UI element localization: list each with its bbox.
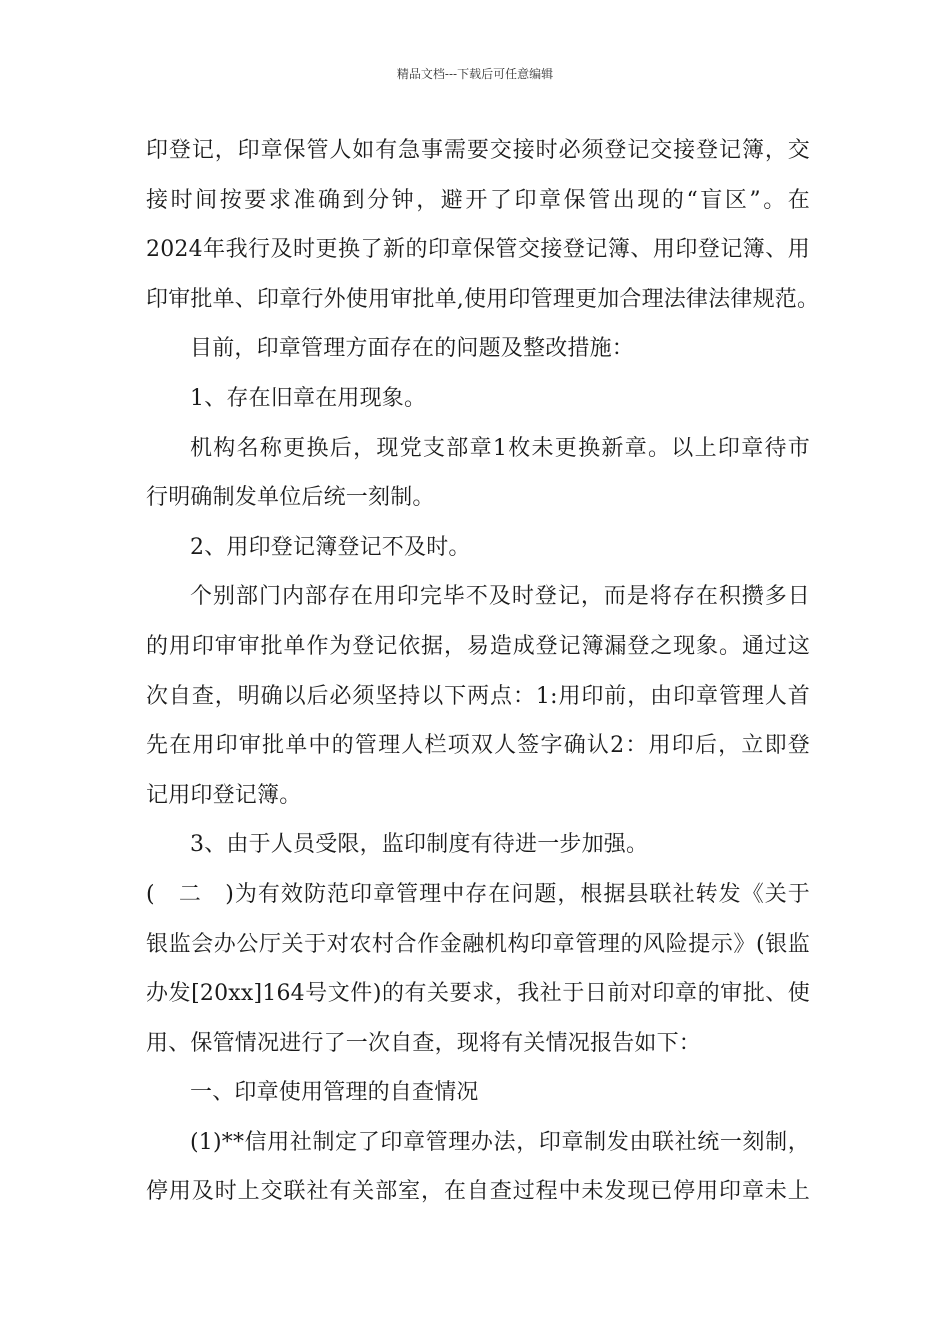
section-line (146, 870, 810, 920)
document-body (146, 126, 820, 1217)
list-heading: 2、用印登记簿登记不及时。 (190, 534, 471, 560)
text-line: 2024年我行及时更换了新的印章保管交接登记簿、用印登记簿、用 (146, 237, 810, 263)
text-line: 次自查，明确以后必须坚持以下两点：1:用印前，由印章管理人首 (146, 683, 810, 709)
text-line: 停用及时上交联社有关部室，在自查过程中未发现已停用印章未上 (146, 1179, 810, 1205)
text-line: 用、保管情况进行了一次自查，现将有关情况报告如下： (146, 1030, 702, 1056)
section-text: 为有效防范印章管理中存在问题，根据县联社转发《关于 (234, 881, 810, 907)
text-line: 的用印审审批单作为登记依据，易造成登记簿漏登之现象。通过这 (146, 633, 810, 659)
text-line: 银监会办公厅关于对农村合作金融机构印章管理的风险提示》(银监 (146, 931, 810, 957)
text-line: 印审批单、印章行外使用审批单,使用印管理更加合理法律法律规范。 (146, 286, 820, 312)
section-heading: 一、印章使用管理的自查情况 (190, 1080, 479, 1106)
text-line: 印登记，印章保管人如有急事需要交接时必须登记交接登记簿，交 (146, 138, 810, 163)
paragraph-line: (1)**信用社制定了印章管理办法，印章制发由联社统一刻制， (190, 1129, 810, 1155)
text-line: 行明确制发单位后统一刻制。 (146, 485, 435, 511)
paragraph-line: 机构名称更换后，现党支部章1枚未更换新章。以上印章待市 (190, 435, 810, 461)
text-line: 记用印登记簿。 (146, 782, 302, 808)
section-number: (二) (146, 881, 234, 907)
list-heading: 3、由于人员受限，监印制度有待进一步加强。 (190, 832, 649, 858)
page-header: 精品文档---下载后可任意编辑 (396, 67, 554, 81)
text-line: 先在用印审批单中的管理人栏项双人签字确认2：用印后，立即登 (146, 733, 810, 759)
text-line: 办发[20xx]164号文件)的有关要求，我社于日前对印章的审批、使 (146, 981, 810, 1007)
text-line: 接时间按要求准确到分钟，避开了印章保管出现的“盲区”。在 (146, 187, 810, 213)
list-heading: 1、存在旧章在用现象。 (190, 385, 427, 411)
paragraph-line: 个别部门内部存在用印完毕不及时登记，而是将存在积攒多日 (190, 584, 810, 610)
paragraph-line: 目前，印章管理方面存在的问题及整改措施： (190, 336, 635, 362)
